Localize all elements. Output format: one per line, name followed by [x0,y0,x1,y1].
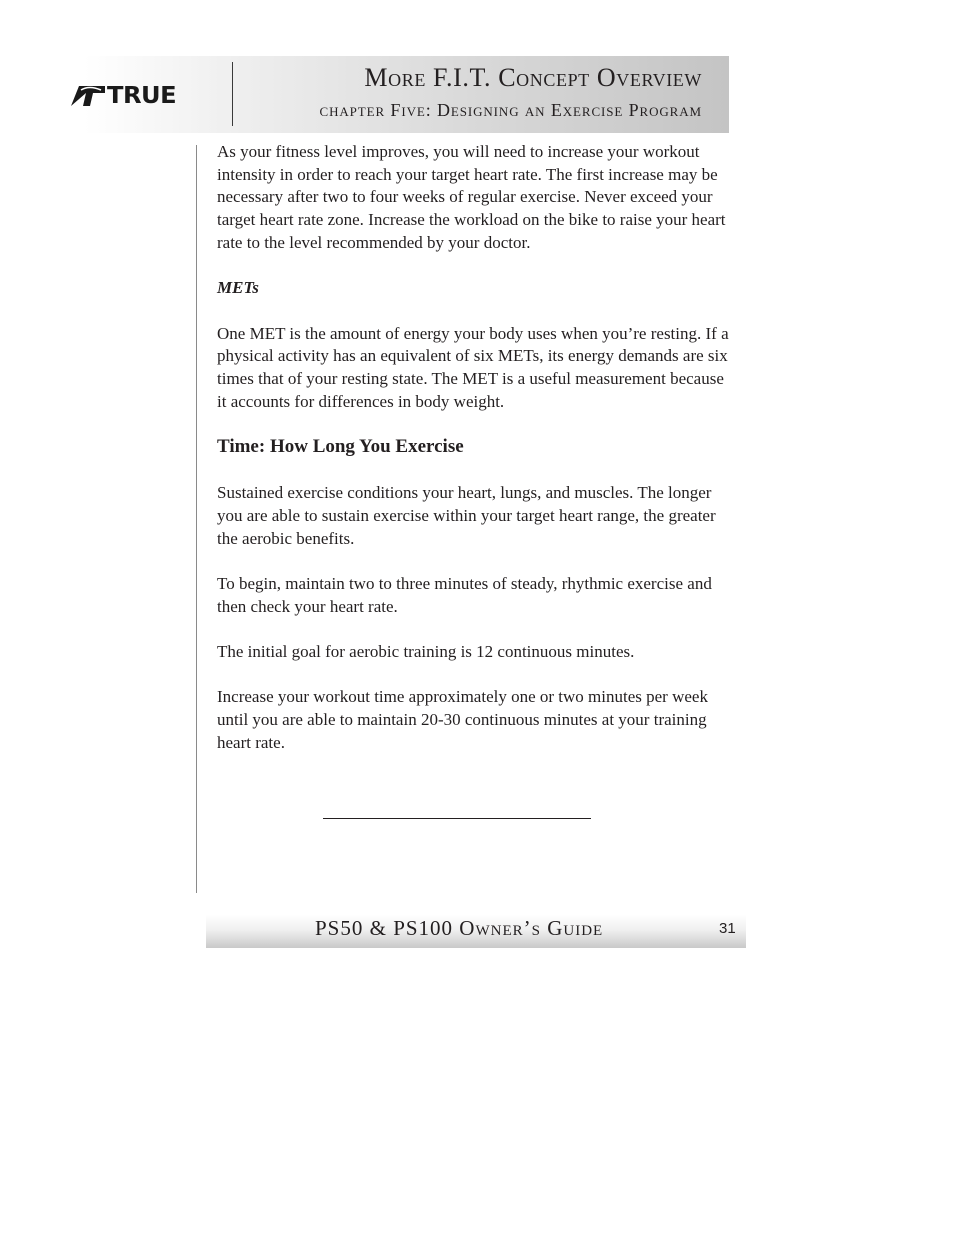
true-logo [71,83,211,109]
mets-heading: METs [217,278,259,298]
intensity-paragraph: As your fitness level improves, you will need to increase your workout intensity in order to reach your target heart rate. The first increase may be necessary after two to four weeks of regular exercise. Never exceed your target heart rate zone. Increase the workload on the bike to raise your heart rate to the level recommended by your doctor. [217,142,726,252]
logo-wordmark: TRUE [107,83,177,109]
time-heading: Time: How Long You Exercise [217,436,464,458]
time-paragraph-3: The initial goal for aerobic training is 12 continuous minutes. [217,641,635,661]
time-paragraph-4: Increase your workout time approximately one or two minutes per week until you are able to maintain 20-30 continuous minutes at your training heart rate. [217,687,708,752]
chapter-subtitle: chapter Five: Designing an Exercise Program [319,100,702,120]
section-end-rule [323,818,591,819]
footer-guide-title: PS50 & PS100 Owner’s Guide [315,916,604,940]
margin-rule [196,145,197,893]
true-logo-icon [71,86,105,106]
page-title: More F.I.T. Concept Overview [364,63,702,92]
time-paragraph-2: To begin, maintain two to three minutes of steady, rhythmic exercise and then check your heart rate. [217,573,712,616]
mets-paragraph: One MET is the amount of energy your body uses when you’re resting. If a physical activity has an equivalent of six METs, its energy demands are six times that of your resting state. The MET is a useful measurement because it accounts for differences in body weight. [217,323,729,411]
body-content [217,141,737,777]
time-paragraph-1: Sustained exercise conditions your heart, lungs, and muscles. The longer you are able to sustain exercise within your target heart range, the greater the aerobic benefits. [217,483,716,548]
header-divider [232,62,233,126]
page-number: 31 [719,920,736,937]
